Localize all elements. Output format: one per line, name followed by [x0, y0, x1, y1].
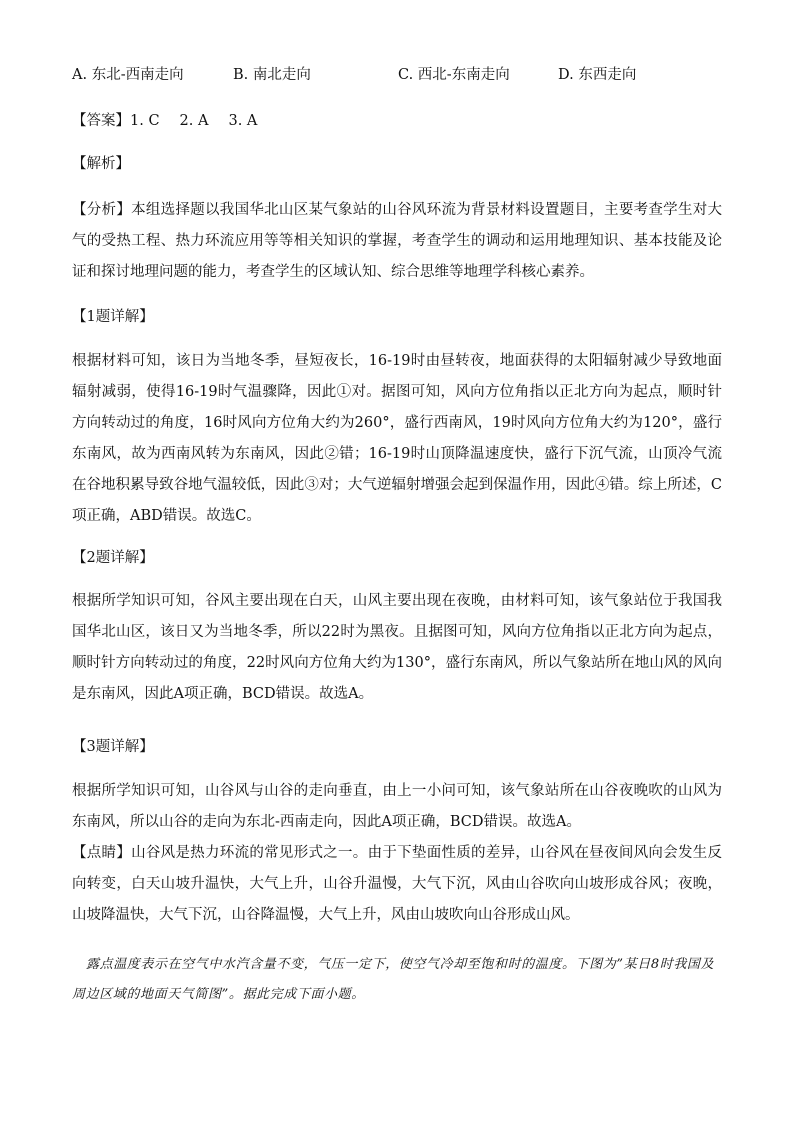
q3-paragraph: 根据所学知识可知，山谷风与山谷的走向垂直，由上一小问可知，该气象站所在山谷夜晚吹的山风为东南风，所以山谷的走向为东北-西南走向，因此A项正确，BCD错误。故选A。: [72, 783, 722, 830]
next-question-intro: 露点温度表示在空气中水汽含量不变，气压一定下，使空气冷却至饱和时的温度。下图为”某日8时我国及周边区域的地面天气简图”。据此完成下面小题。: [72, 957, 715, 1002]
dianjing-label: 【点睛】: [72, 845, 132, 861]
fenxi-text: 本组选择题以我国华北山区某气象站的山谷风环流为背景材料设置题目，主要考查学生对大气的受热工程、热力环流应用等等相关知识的掌握，考查学生的调动和运用地理知识、基本技能及论证和探讨地理问题的能力，考查学生的区域认知、综合思维等地理学科核心素养。: [72, 202, 723, 280]
answer-line: [72, 111, 277, 131]
answer-item: 1. C: [130, 113, 160, 129]
dianjing-paragraph: [72, 838, 722, 931]
answer-item: 3. A: [228, 113, 258, 129]
analysis-heading: 【解析】: [72, 156, 130, 172]
analysis-paragraph: [72, 195, 722, 288]
option-a: A. 东北-西南走向: [72, 67, 184, 83]
answer-item: 2. A: [179, 113, 209, 129]
q1-paragraph: 根据材料可知，该日为当地冬季，昼短夜长，16-19时由昼转夜，地面获得的太阳辐射减少导致地面辐射减弱，使得16-19时气温骤降，因此①对。据图可知，风向方位角指以正北方向为起点，顺时针方向转动过的角度，16时风向方位角大约为260°，盛行西南风，19时风向方位角大约为120°，盛行东南风，故为西南风转为东南风，因此②错；16-19时山顶降温速度快，盛行下沉气流，山顶冷气流在谷地积累导致谷地气温较低，因此③对；大气逆辐射增强会起到保温作用，因此④错。综上所述，C项正确，ABD错误。故选C。: [72, 353, 722, 524]
answer-label: 【答案】: [72, 113, 130, 129]
options-row: [72, 65, 722, 85]
option-c: C. 西北-东南走向: [398, 67, 510, 83]
option-d: D. 东西走向: [558, 67, 637, 83]
q3-heading: 【3题详解】: [72, 739, 154, 755]
fenxi-label: 【分析】: [72, 202, 132, 218]
dianjing-text: 山谷风是热力环流的常见形式之一。由于下垫面性质的差异，山谷风在昼夜间风向会发生反向转变，白天山坡升温快，大气上升，山谷升温慢，大气下沉，风由山谷吹向山坡形成谷风；夜晚，山坡降温快，大气下沉，山谷降温慢，大气上升，风由山坡吹向山谷形成山风。: [72, 845, 723, 923]
q1-heading: 【1题详解】: [72, 309, 154, 325]
option-b: B. 南北走向: [233, 67, 311, 83]
q2-heading: 【2题详解】: [72, 550, 154, 566]
q2-paragraph: 根据所学知识可知，谷风主要出现在白天，山风主要出现在夜晚，由材料可知，该气象站位于我国我国华北山区，该日又为当地冬季，所以22时为黑夜。且据图可知，风向方位角指以正北方向为起点，顺时针方向转动过的角度，22时风向方位角大约为130°，盛行东南风，所以气象站所在地山风的风向是东南风，因此A项正确，BCD错误。故选A。: [72, 593, 722, 702]
